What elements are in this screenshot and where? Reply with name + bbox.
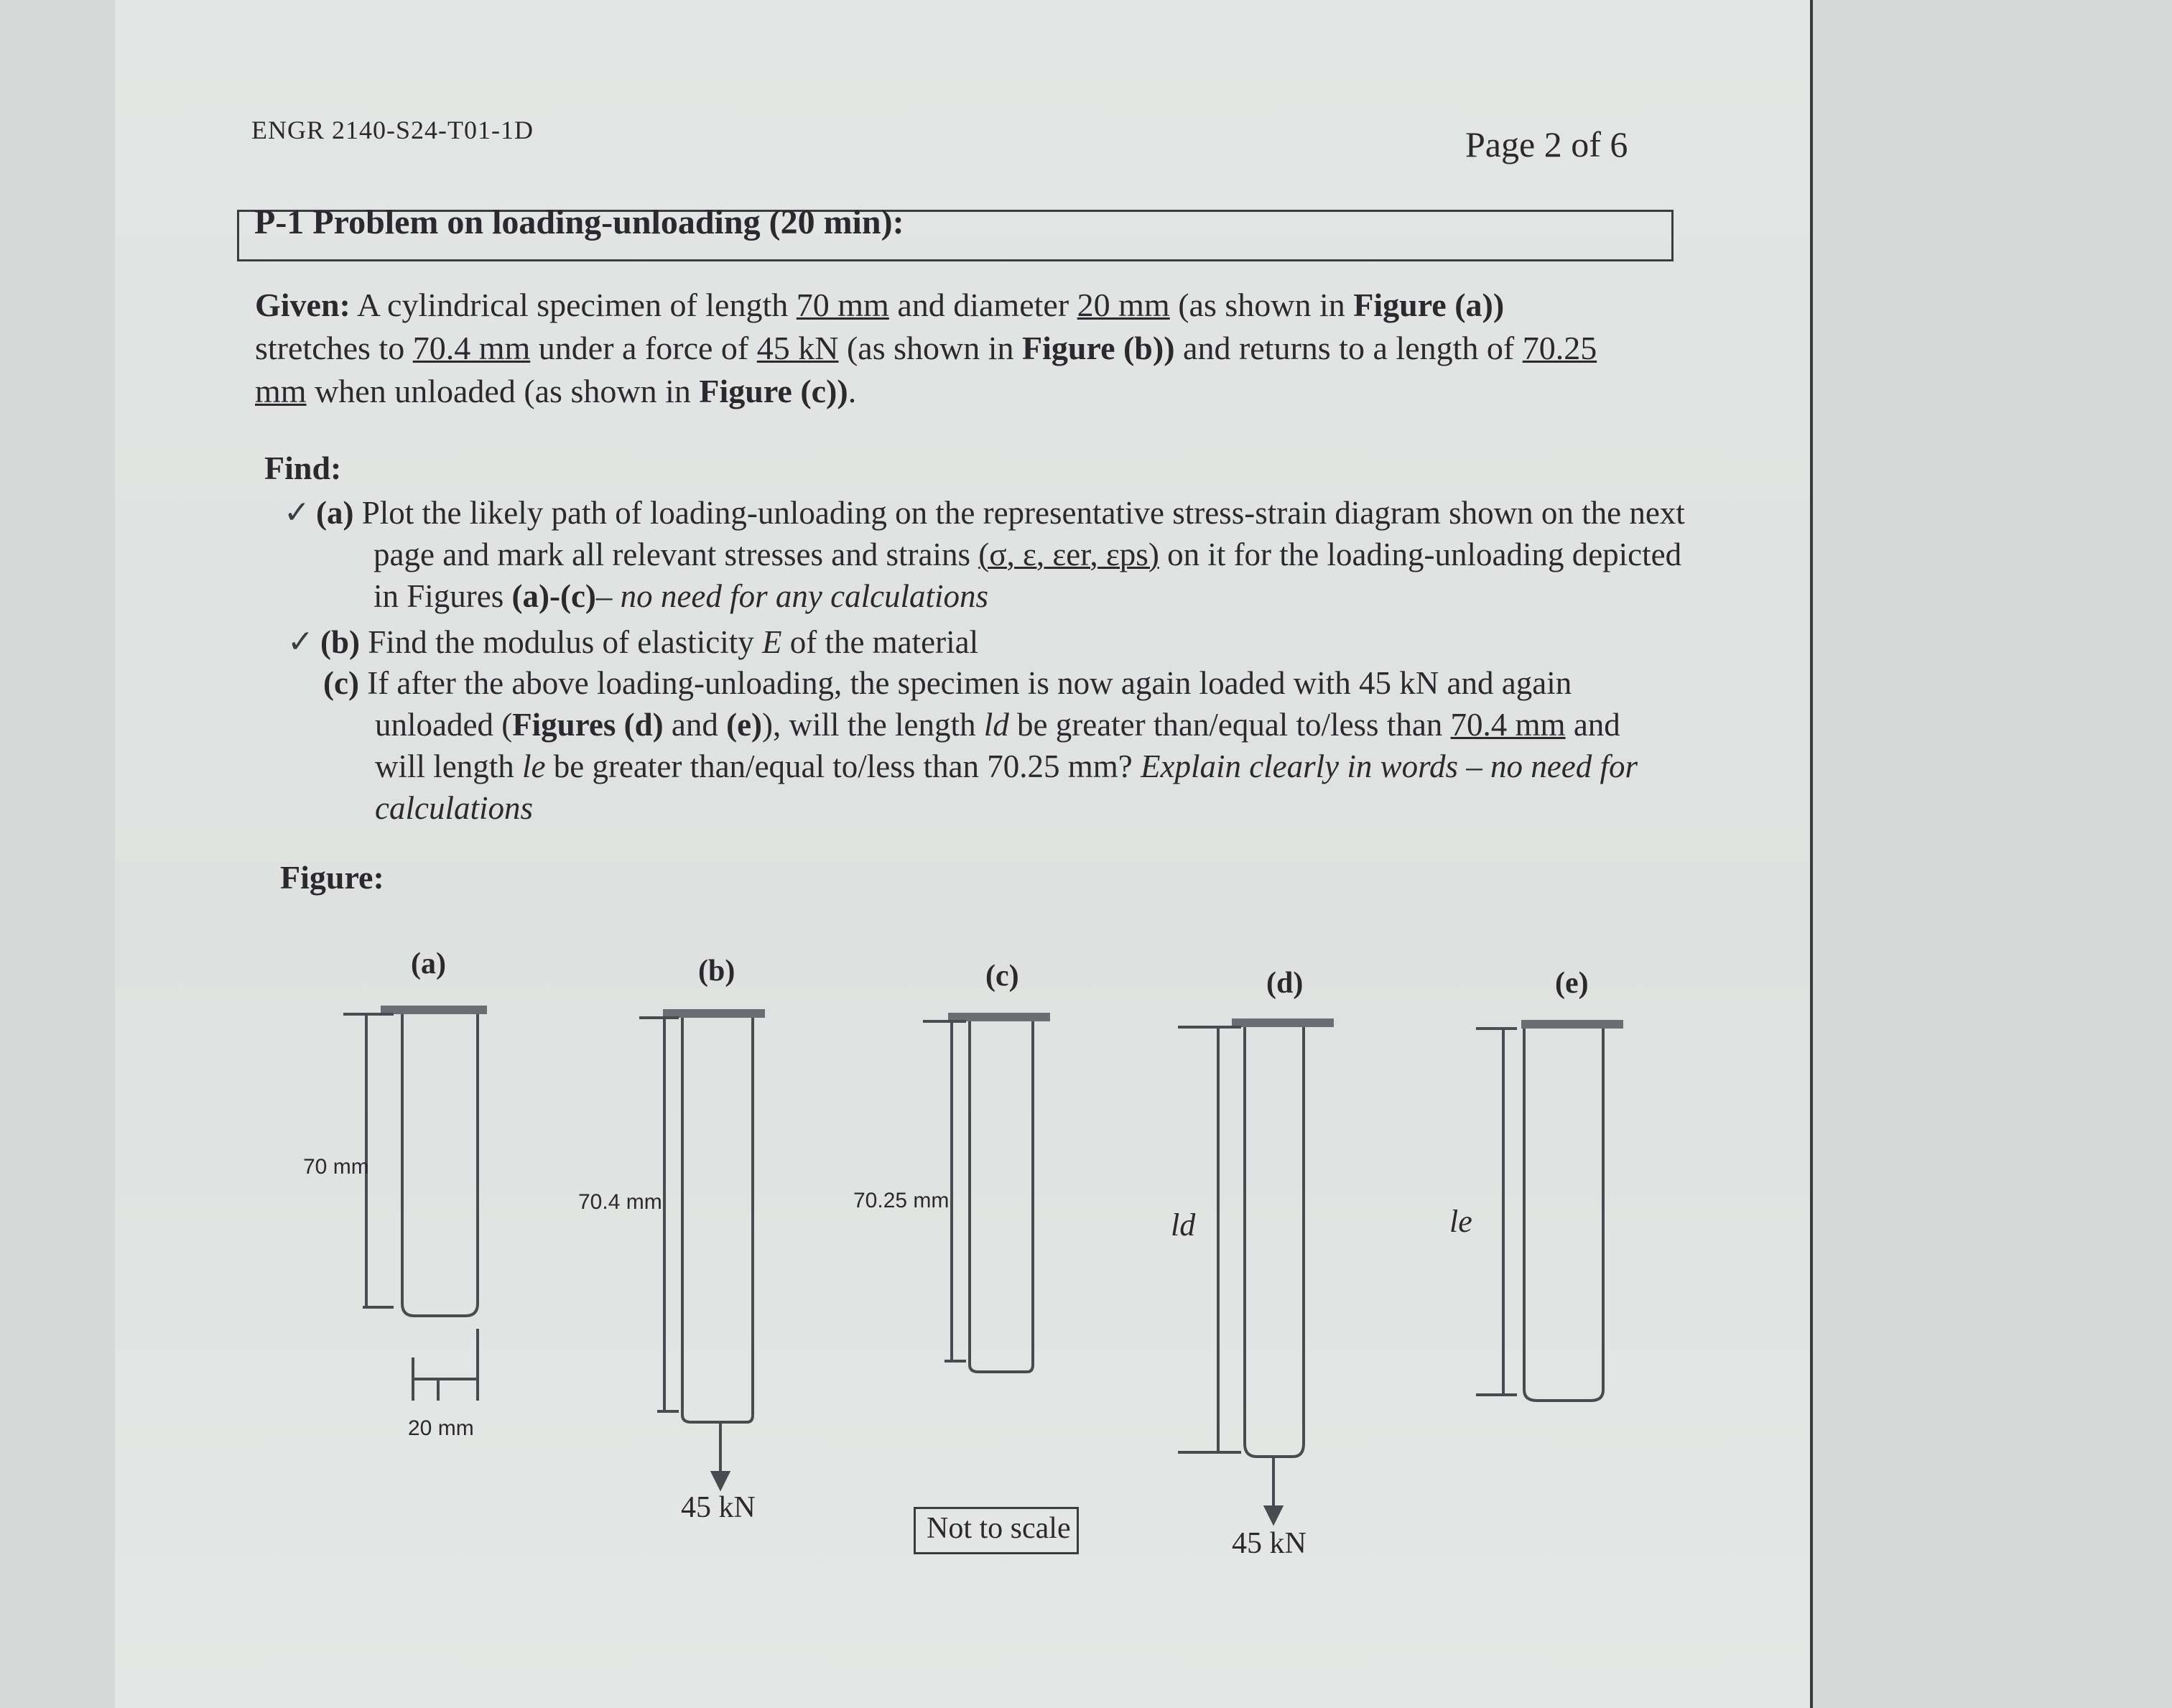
problem-title: P-1 Problem on loading-unloading (20 min):	[254, 203, 904, 241]
item-text: of the material	[781, 624, 979, 660]
figure-ref: (e)	[726, 707, 763, 743]
specimen-c	[970, 1021, 1033, 1372]
given-label: Given:	[255, 287, 351, 323]
item-note: Explain clearly in words – no need for calculations	[375, 748, 1638, 826]
item-text: ), will the length	[762, 707, 984, 743]
modulus-symbol: E	[761, 624, 782, 660]
specimen-b	[682, 1018, 753, 1422]
find-label: Find:	[264, 450, 342, 486]
grip-e	[1521, 1020, 1623, 1029]
dim-label-b: 70.4 mm	[578, 1190, 662, 1214]
item-text: be greater than/equal to/less than	[1008, 707, 1451, 743]
item-text: Find the modulus of elasticity	[360, 624, 762, 660]
given-text: (as shown in	[1169, 287, 1354, 323]
item-text: Plot the likely path of loading-unloading on the representative stress-strain diagram shown on the next page and mark all relevant stresses and strains	[353, 495, 1685, 572]
dim-label-c: 70.25 mm	[853, 1189, 950, 1212]
given-text: (as shown in	[838, 330, 1023, 366]
grip-a	[381, 1006, 487, 1014]
force-label-d: 45 kN	[1232, 1527, 1307, 1560]
force-label-b: 45 kN	[681, 1491, 756, 1524]
figure-label-c: (c)	[985, 960, 1019, 993]
not-to-scale-label: Not to scale	[927, 1512, 1071, 1545]
given-force: 45 kN	[756, 330, 839, 366]
item-value: 70.4 mm	[1450, 707, 1566, 743]
specimen-a	[402, 1014, 478, 1316]
specimen-e	[1524, 1029, 1603, 1401]
given-figure-ref: Figure (c))	[699, 373, 848, 409]
given-figure-ref: Figure (b))	[1022, 330, 1175, 366]
figure-label-d: (d)	[1266, 967, 1304, 1000]
specimen-d	[1245, 1027, 1304, 1457]
given-text: and returns to a length of	[1174, 330, 1523, 366]
given-figure-ref: Figure (a))	[1353, 287, 1505, 323]
item-text: and	[663, 707, 727, 743]
given-text: and diameter	[888, 287, 1077, 323]
item-text: and will length	[375, 707, 1620, 784]
figure-ref: Figures (d)	[512, 707, 664, 743]
length-ld-symbol: ld	[983, 707, 1009, 743]
item-text: If after the above loading-unloading, the specimen is now again loaded with 45 kN and again unloaded (	[358, 665, 1572, 743]
figure-label-a: (a)	[411, 947, 446, 980]
given-text: stretches to	[255, 330, 413, 366]
given-text: under a force of	[530, 330, 757, 366]
item-text: be greater than/equal to/less than 70.25 mm?	[545, 748, 1141, 784]
length-le-symbol: le	[521, 748, 546, 784]
given-text: A cylindrical specimen of length	[356, 287, 797, 323]
grip-d	[1232, 1018, 1334, 1027]
figure-ref: (a)-(c)	[511, 578, 596, 614]
item-note: no need for any calculations	[620, 578, 989, 614]
given-length: 70 mm	[796, 287, 889, 323]
item-label: (b)	[320, 624, 360, 660]
given-diameter: 20 mm	[1077, 287, 1170, 323]
given-text: .	[848, 373, 857, 409]
figure-label-e: (e)	[1555, 967, 1589, 1000]
diameter-label-a: 20 mm	[408, 1416, 474, 1440]
item-label: (c)	[323, 665, 359, 701]
dim-label-e: le	[1449, 1204, 1472, 1239]
page-number: Page 2 of 6	[1465, 124, 1628, 164]
strain-symbols: (σ, ε, εer, εps)	[978, 537, 1159, 572]
check-mark-icon: ✓	[287, 623, 314, 660]
dim-label-d: ld	[1171, 1207, 1196, 1243]
given-returned-length: 70.25 mm	[255, 330, 1597, 409]
course-code: ENGR 2140-S24-T01-1D	[251, 116, 534, 144]
given-stretched-length: 70.4 mm	[412, 330, 531, 366]
item-text: on it for the loading-unloading depicted in Figures	[373, 537, 1682, 614]
figure-label: Figure:	[280, 859, 384, 896]
figure-label-b: (b)	[698, 955, 735, 988]
item-text: –	[595, 578, 621, 614]
check-mark-icon: ✓	[284, 494, 310, 531]
given-text: when unloaded (as shown in	[306, 373, 700, 409]
item-label: (a)	[316, 495, 354, 531]
dim-label-a: 70 mm	[303, 1155, 369, 1179]
